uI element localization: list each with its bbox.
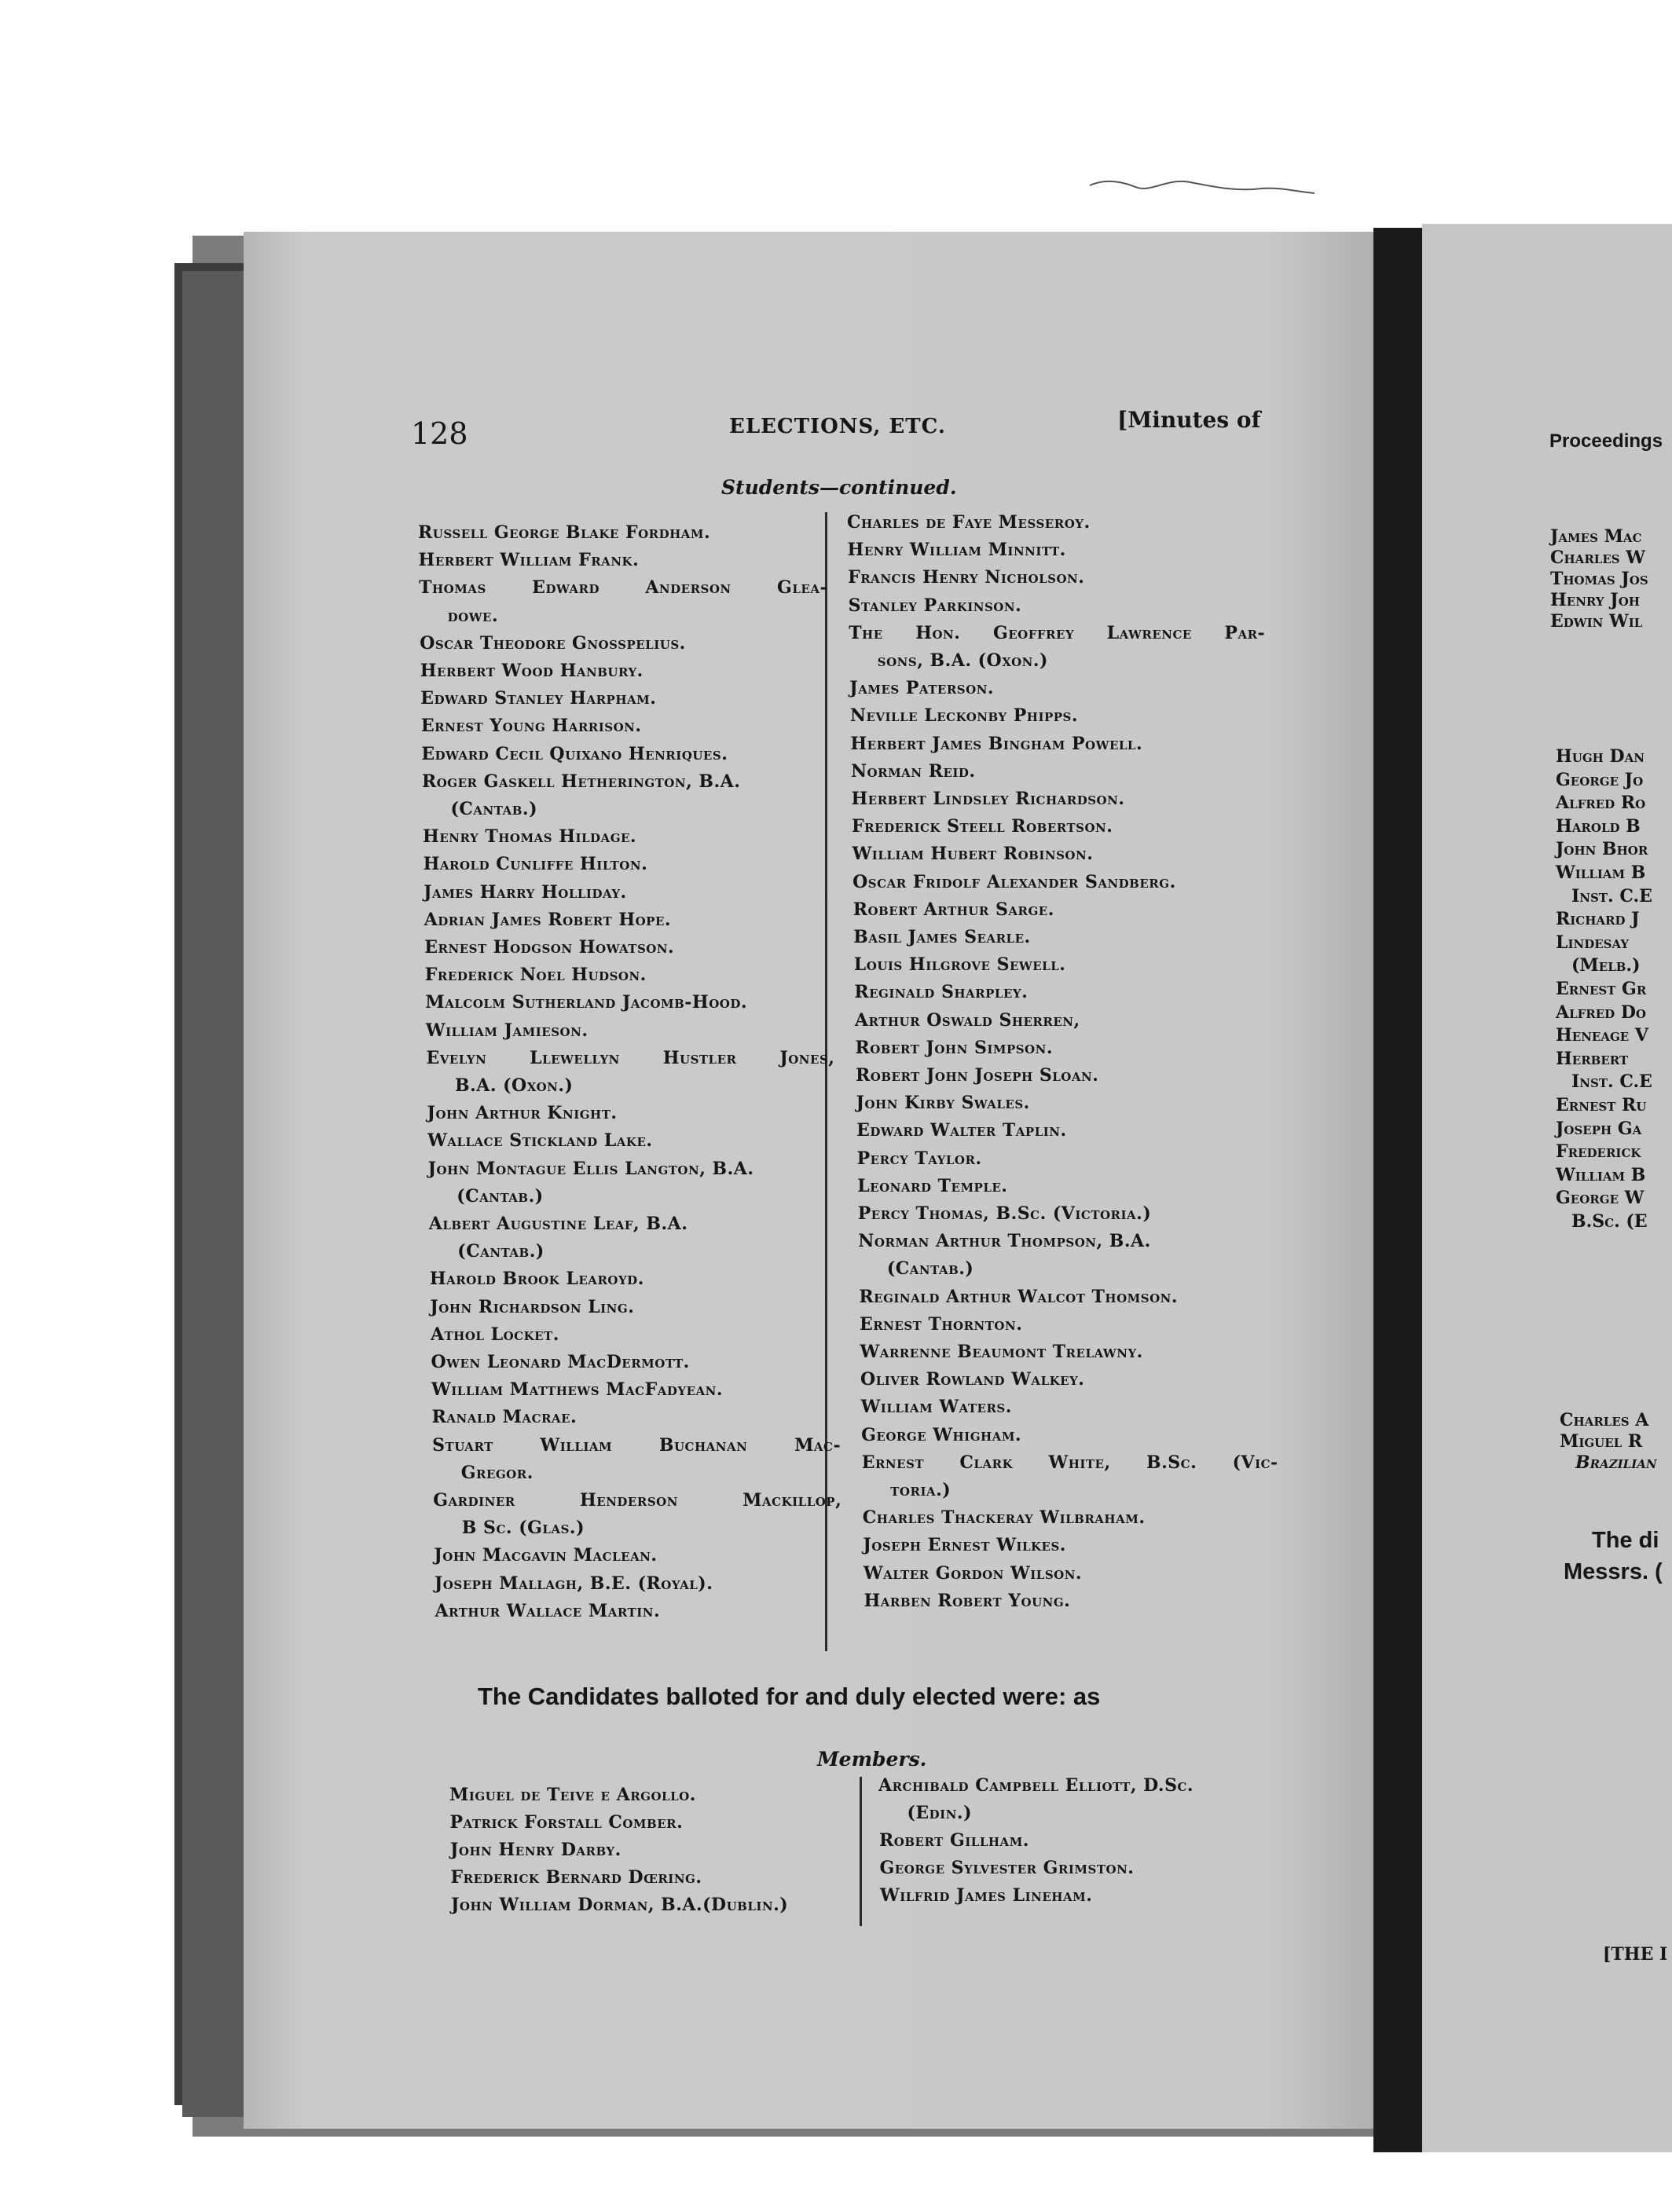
name-line: Ranald Macrae. [431, 1407, 578, 1428]
name-line: Adrian James Robert Hope. [424, 909, 672, 930]
facing-footer: [THE I [1603, 1944, 1668, 1965]
name-line: John Montague Ellis Langton, B.A. [427, 1158, 754, 1179]
facing-line: Henry Joh [1550, 590, 1640, 610]
name-line: Miguel de Teive e Argollo. [449, 1785, 696, 1805]
name-line: Wallace Stickland Lake. [427, 1130, 653, 1152]
name-line: John Richardson Ling. [430, 1296, 635, 1317]
name-line: Edward Walter Taplin. [856, 1120, 1067, 1141]
name-line: Russell George Blake Fordham. [418, 522, 711, 543]
name-line: William Waters. [860, 1397, 1012, 1418]
facing-line: James Mac [1550, 526, 1642, 547]
facing-paragraph-line: The di [1592, 1528, 1659, 1553]
facing-line: George W [1556, 1188, 1644, 1209]
name-line: Ernest Hodgson Howatson. [424, 937, 675, 958]
name-line: John Macgavin Maclean. [434, 1545, 658, 1566]
name-line: Edward Cecil Quixano Henriques. [421, 743, 728, 764]
facing-line: Thomas Jos [1550, 569, 1648, 589]
name-line: Joseph Mallagh, B.E. (Royal). [434, 1573, 713, 1594]
name-line: Oscar Fridolf Alexander Sandberg. [852, 871, 1176, 892]
name-line: Reginald Arthur Walcot Thomson. [859, 1286, 1179, 1307]
name-line: Herbert Wood Hanbury. [420, 661, 644, 681]
facing-line: Inst. C.E [1571, 885, 1652, 906]
members-heading: Members. [817, 1748, 927, 1771]
name-line: Harold Cunliffe Hilton. [423, 854, 648, 875]
facing-line: Brazilian [1575, 1452, 1657, 1473]
facing-line: Harold B [1556, 815, 1641, 837]
name-line: Wilfrid James Lineham. [880, 1885, 1093, 1906]
name-line: Stuart William Buchanan Mac- [432, 1434, 842, 1456]
name-line: Walter Gordon Wilson. [863, 1562, 1083, 1584]
name-line: Archibald Campbell Elliott, D.Sc. [878, 1775, 1194, 1796]
name-line: The Hon. Geoffrey Lawrence Par- [849, 622, 1266, 643]
name-line: Charles de Faye Messeroy. [847, 512, 1091, 533]
name-line: Owen Leonard MacDermott. [431, 1352, 690, 1372]
name-line: William Hubert Robinson. [852, 844, 1094, 865]
facing-line: Charles A [1560, 1410, 1649, 1430]
name-line: Oliver Rowland Walkey. [860, 1369, 1085, 1390]
name-line: Robert Gillham. [879, 1830, 1029, 1851]
name-line: Arthur Oswald Sherren, [854, 1009, 1080, 1031]
name-line: (Cantab.) [886, 1258, 974, 1280]
name-line: Harben Robert Young. [864, 1590, 1071, 1611]
students-column-divider [825, 512, 827, 1651]
name-line: James Harry Holliday. [424, 881, 627, 903]
name-line: Ernest Young Harrison. [420, 716, 642, 737]
name-line: Frederick Bernard Dœring. [450, 1867, 702, 1888]
name-line: Robert Arthur Sarge. [852, 899, 1054, 920]
facing-line: Richard J [1556, 909, 1640, 930]
running-title: ELECTIONS, ETC. [729, 415, 946, 438]
name-line: Athol Locket. [430, 1324, 559, 1345]
name-line: Malcolm Sutherland Jacomb-Hood. [425, 992, 748, 1013]
name-line: B Sc. (Glas.) [461, 1518, 585, 1539]
facing-line: B.Sc. (E [1571, 1211, 1648, 1232]
name-line: Herbert William Frank. [418, 550, 640, 571]
name-line: dowe. [447, 605, 499, 626]
name-line: Frederick Noel Hudson. [424, 965, 647, 986]
name-line: Arthur Wallace Martin. [434, 1600, 661, 1621]
facing-line: John Bhor [1556, 839, 1648, 860]
name-line: Neville Leckonby Phipps. [849, 705, 1079, 727]
name-line: Frederick Steell Robertson. [852, 816, 1113, 837]
name-line: B.A. (Oxon.) [455, 1075, 574, 1096]
facing-line: Alfred Do [1556, 1002, 1646, 1023]
facing-line: Lindesay [1556, 932, 1630, 953]
name-line: Oscar Theodore Gnosspelius. [420, 632, 686, 654]
name-line: Percy Taylor. [856, 1148, 982, 1169]
name-line: Evelyn Llewellyn Hustler Jones, [426, 1047, 835, 1068]
book-gutter [1373, 228, 1422, 2152]
facing-line: Edwin Wil [1550, 611, 1643, 632]
name-line: Charles Thackeray Wilbraham. [862, 1507, 1146, 1529]
name-line: Norman Arthur Thompson, B.A. [858, 1231, 1151, 1252]
facing-line: Inst. C.E [1571, 1071, 1652, 1093]
name-line: (Cantab.) [457, 1241, 544, 1262]
facing-line: Ernest Gr [1556, 979, 1647, 999]
pencil-scribble [1088, 171, 1316, 196]
running-title-right: [Minutes of [1117, 407, 1261, 433]
name-line: Gregor. [460, 1462, 534, 1483]
name-line: Herbert James Bingham Powell. [850, 733, 1143, 754]
name-line: James Paterson. [849, 678, 995, 699]
facing-line: William B [1556, 1164, 1646, 1185]
members-column-divider [860, 1777, 862, 1926]
facing-paragraph-line: Messrs. ( [1564, 1559, 1663, 1584]
name-line: (Cantab.) [450, 799, 537, 819]
name-line: toria.) [890, 1480, 952, 1500]
name-line: Patrick Forstall Comber. [449, 1812, 684, 1833]
facing-line: Miguel R [1560, 1431, 1643, 1452]
facing-line: Alfred Ro [1556, 793, 1646, 814]
name-line: John Arthur Knight. [427, 1103, 618, 1124]
facing-line: William B [1556, 862, 1646, 883]
name-line: (Edin.) [907, 1803, 972, 1823]
name-line: Norman Reid. [850, 760, 976, 782]
left-page [244, 232, 1373, 2129]
name-line: Warrenne Beaumont Trelawny. [860, 1342, 1143, 1362]
name-line: William Jamieson. [425, 1020, 588, 1041]
facing-running-title: Proceedings [1549, 430, 1663, 452]
facing-line: Herbert [1556, 1048, 1629, 1069]
facing-line: Hugh Dan [1556, 746, 1644, 767]
name-line: Roger Gaskell Hetherington, B.A. [421, 771, 741, 792]
name-line: George Whigham. [861, 1424, 1022, 1445]
facing-line: Joseph Ga [1556, 1118, 1642, 1139]
name-line: George Sylvester Grimston. [879, 1858, 1135, 1878]
facing-line: Charles W [1550, 548, 1645, 568]
page-number: 128 [411, 416, 468, 451]
facing-line: Frederick [1556, 1141, 1641, 1163]
name-line: Robert John Joseph Sloan. [856, 1065, 1099, 1086]
name-line: sons, B.A. (Oxon.) [877, 650, 1048, 671]
name-line: Francis Henry Nicholson. [848, 567, 1085, 588]
name-line: Thomas Edward Anderson Glea- [419, 577, 828, 599]
name-line: Basil James Searle. [853, 927, 1031, 947]
students-heading: Students—continued. [721, 476, 957, 499]
facing-line: (Melb.) [1571, 955, 1641, 976]
facing-line: Ernest Ru [1556, 1095, 1647, 1115]
name-line: Ernest Thornton. [859, 1313, 1023, 1335]
name-line: Edward Stanley Harpham. [420, 688, 657, 709]
name-line: William Matthews MacFadyean. [431, 1379, 724, 1401]
ballot-sentence: The Candidates balloted for and duly elected were: as [478, 1683, 1101, 1710]
name-line: Herbert Lindsley Richardson. [851, 789, 1125, 809]
name-line: Robert John Simpson. [855, 1037, 1053, 1058]
name-line: Gardiner Henderson Mackillop, [433, 1490, 842, 1511]
name-line: Percy Thomas, B.Sc. (Victoria.) [857, 1203, 1152, 1224]
name-line: Henry Thomas Hildage. [423, 826, 637, 848]
name-line: Louis Hilgrove Sewell. [853, 954, 1066, 976]
name-line: Henry William Minnitt. [847, 540, 1066, 561]
name-line: John William Dorman, B.A.(Dublin.) [451, 1895, 789, 1915]
name-line: John Kirby Swales. [856, 1093, 1030, 1114]
name-line: Reginald Sharpley. [854, 982, 1028, 1003]
name-line: John Henry Darby. [450, 1840, 622, 1860]
name-line: Albert Augustine Leaf, B.A. [428, 1214, 688, 1234]
name-line: Joseph Ernest Wilkes. [863, 1535, 1066, 1556]
name-line: Ernest Clark White, B.Sc. (Vic- [861, 1452, 1278, 1473]
name-line: (Cantab.) [456, 1185, 544, 1207]
facing-line: Heneage V [1556, 1025, 1648, 1046]
name-line: Leonard Temple. [857, 1175, 1008, 1196]
name-line: Stanley Parkinson. [848, 595, 1022, 616]
facing-line: George Jo [1556, 769, 1644, 790]
name-line: Harold Brook Learoyd. [429, 1269, 644, 1290]
